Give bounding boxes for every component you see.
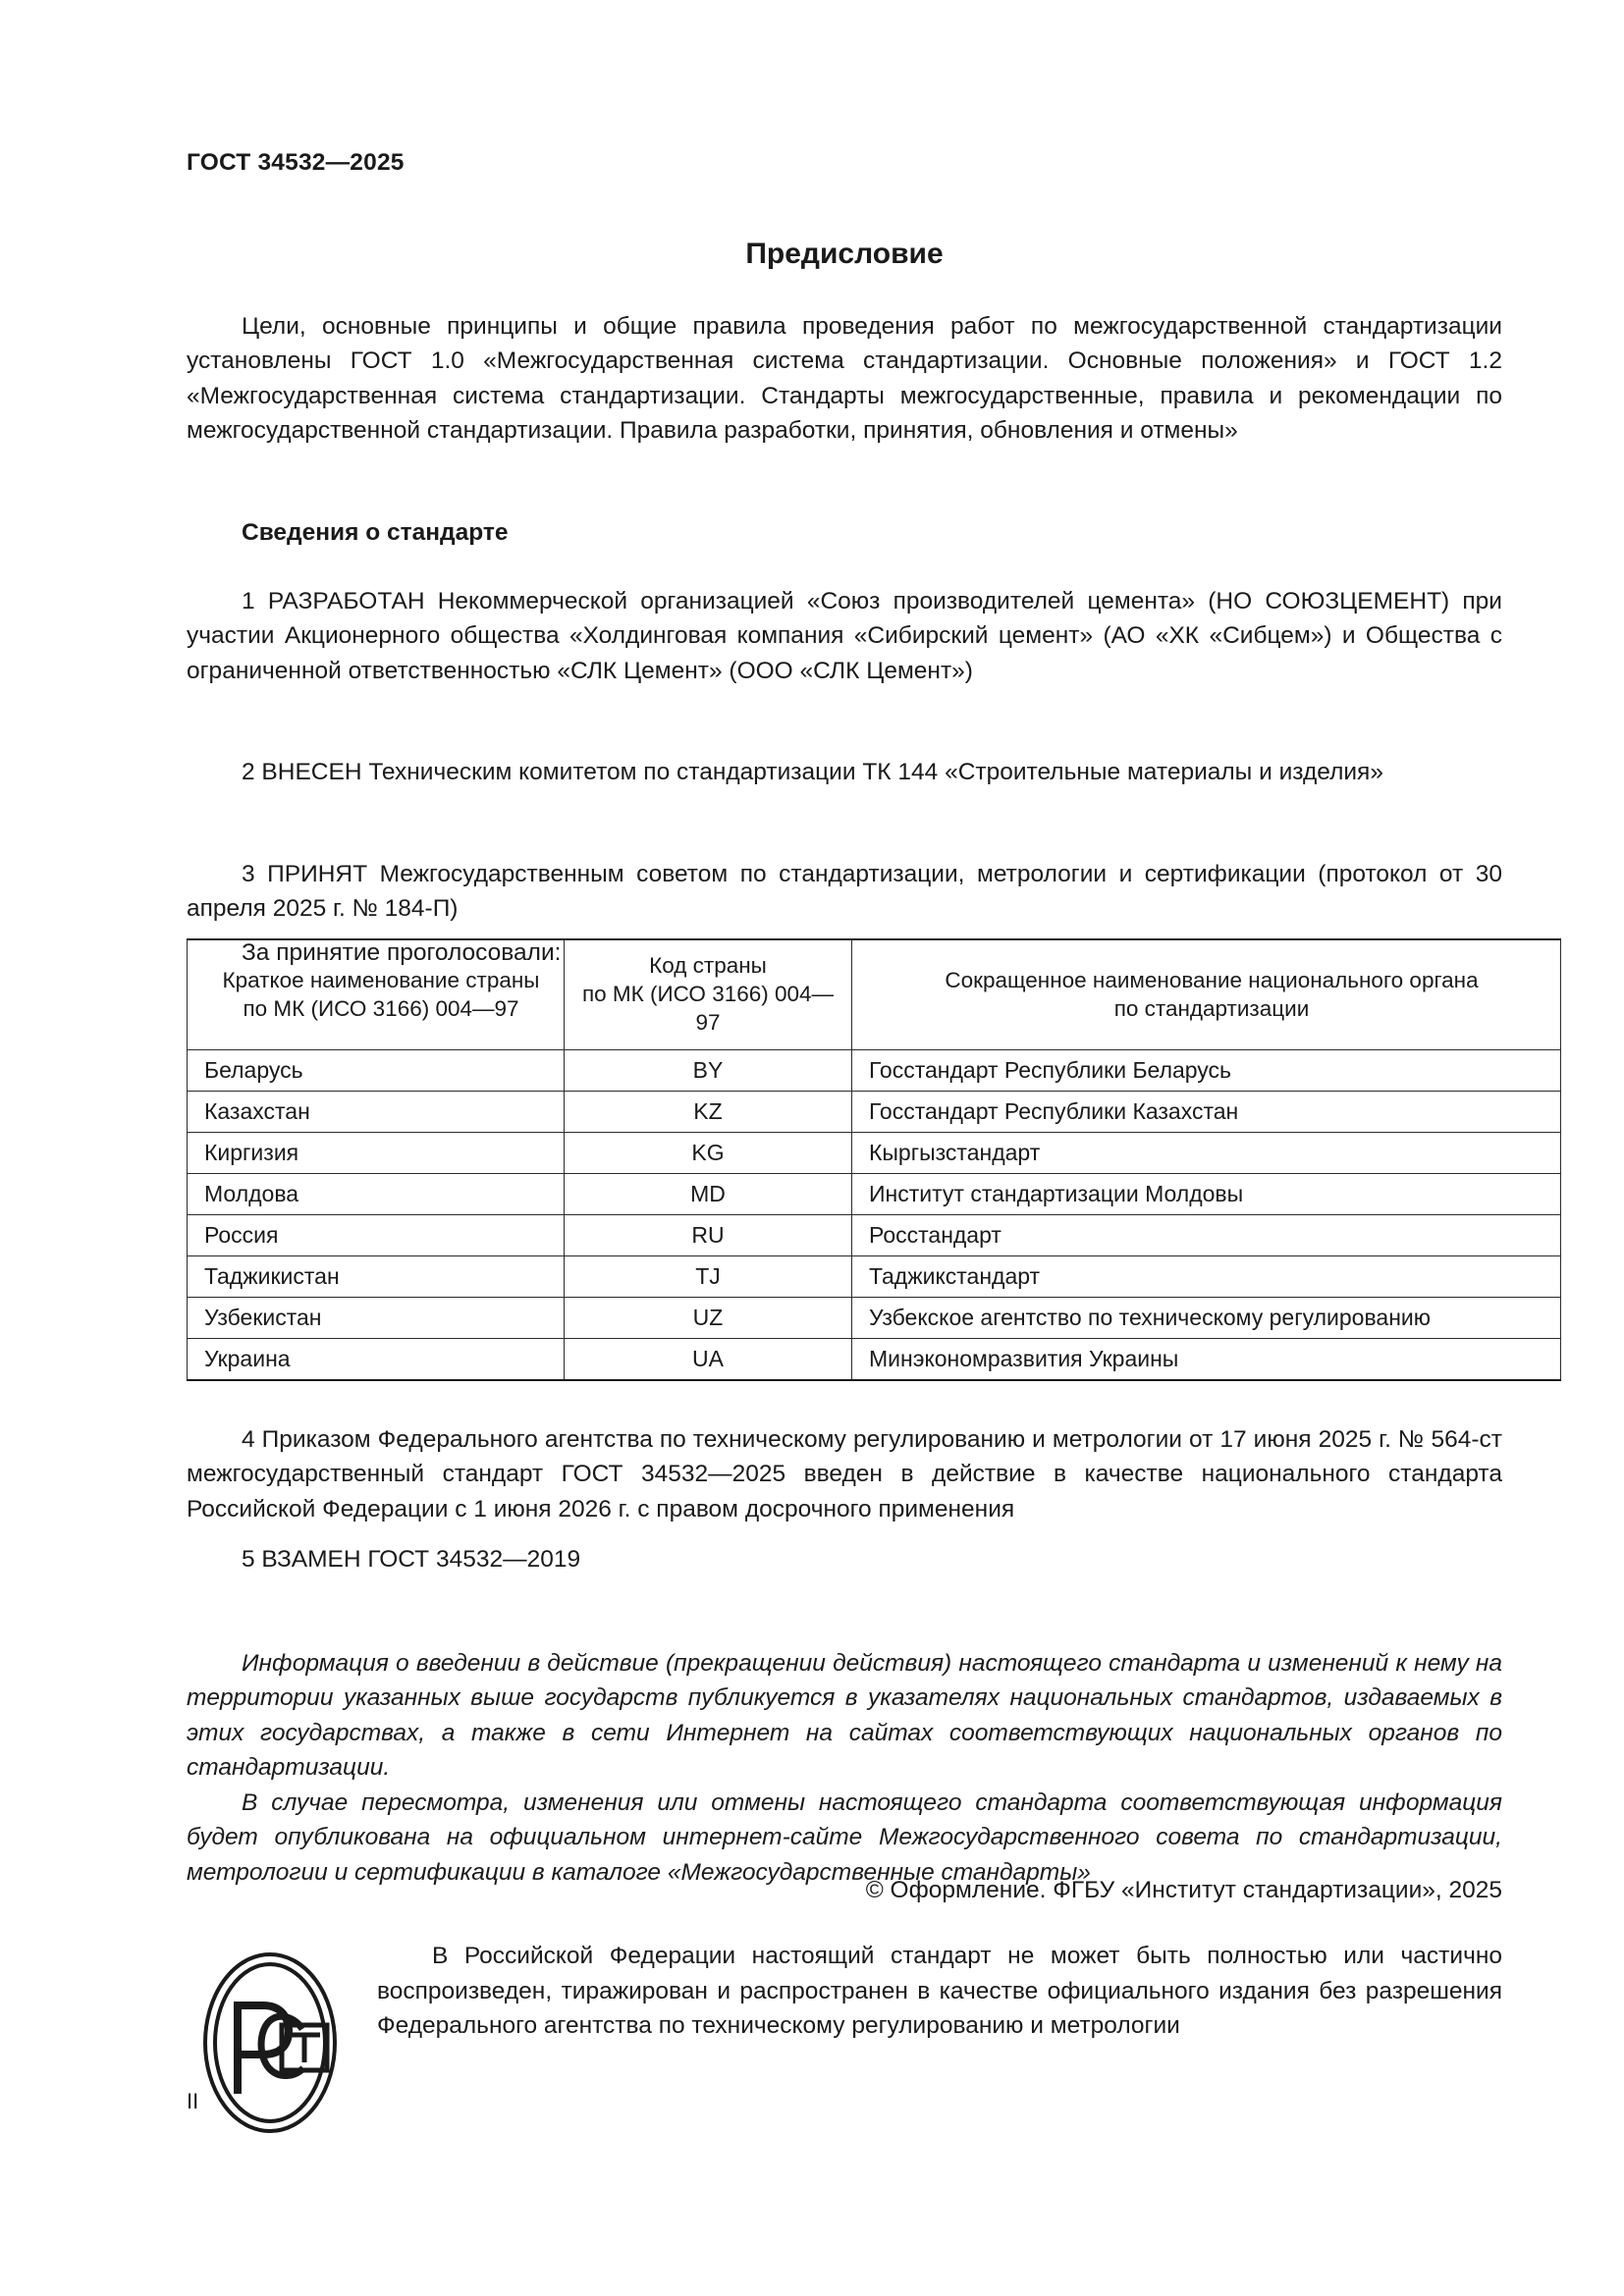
cell-authority: Росстандарт	[852, 1215, 1561, 1256]
cell-country: Россия	[188, 1215, 565, 1256]
table-header-row	[188, 939, 1561, 1050]
table-row	[188, 1215, 1561, 1256]
voting-countries-table	[187, 938, 1561, 1381]
cell-authority: Госстандарт Республики Беларусь	[852, 1050, 1561, 1092]
cell-code: UA	[565, 1339, 852, 1381]
footer-block	[187, 1939, 1502, 2146]
table-header-code	[565, 939, 852, 1050]
cell-authority: Таджикстандарт	[852, 1256, 1561, 1298]
cell-authority: Институт стандартизации Молдовы	[852, 1174, 1561, 1215]
header-line-2: по МК (ИСО 3166) 004—97	[243, 995, 519, 1021]
cell-authority: Госстандарт Республики Казахстан	[852, 1092, 1561, 1133]
cell-code: KZ	[565, 1092, 852, 1133]
table-row	[188, 1298, 1561, 1339]
reproduction-notice: В Российской Федерации настоящий стандарт не может быть полностью или частично воспроизведен, тиражирован и распространен в качестве официального издания без разрешения Федерального агентства по техническому регулированию и метрологии	[377, 1943, 1502, 2039]
cell-country: Казахстан	[188, 1092, 565, 1133]
cell-code: RU	[565, 1215, 852, 1256]
cell-country: Таджикистан	[188, 1256, 565, 1298]
intro-paragraph: Цели, основные принципы и общие правила проведения работ по межгосударственной стандартизации установлены ГОСТ 1.0 «Межгосударственная система стандартизации. Основные положения» и ГОСТ 1.2 «Межгосударственная система стандартизации. Стандарты межгосударственные, правила и рекомендации по межгосударственной стандартизации. Правила разработки, принятия, обновления и отмены»	[187, 312, 1502, 444]
cell-country: Молдова	[188, 1174, 565, 1215]
table-row	[188, 1133, 1561, 1174]
notice-revision: В случае пересмотра, изменения или отмены настоящего стандарта соответствующая информация будет опубликована на официальном интернет-сайте Межгосударственного совета по стандартизации, метрологии и сертификации в каталоге «Межгосударственные стандарты»	[187, 1789, 1502, 1886]
cell-code: TJ	[565, 1256, 852, 1298]
cell-country: Украина	[188, 1339, 565, 1381]
header-line-2: по стандартизации	[1113, 995, 1310, 1021]
standard-info-item-1: 1 РАЗРАБОТАН Некоммерческой организацией «Союз производителей цемента» (НО СОЮЗЦЕМЕНТ) при участии Акционерного общества «Холдинговая компания «Сибирский цемент» (АО «ХК «Сибцем») и Общества с ограниченной ответственностью «СЛК Цемент» (ООО «СЛК Цемент»)	[187, 587, 1502, 684]
standard-info-item-5: 5 ВЗАМЕН ГОСТ 34532—2019	[242, 1545, 581, 1573]
cell-code: MD	[565, 1174, 852, 1215]
standard-info-item-3: 3 ПРИНЯТ Межгосударственным советом по стандартизации, метрологии и сертификации (протокол от 30 апреля 2025 г. № 184-П)	[187, 860, 1502, 922]
table-row	[188, 1050, 1561, 1092]
page-number: II	[187, 2089, 199, 2113]
cell-code: UZ	[565, 1298, 852, 1339]
header-line-1: Краткое наименование страны	[222, 967, 540, 992]
table-row	[188, 1256, 1561, 1298]
cell-country: Узбекистан	[188, 1298, 565, 1339]
rst-certification-emblem-icon	[187, 1939, 361, 2146]
table-body	[188, 1050, 1561, 1381]
table-header-country	[188, 939, 565, 1050]
standard-info-item-2: 2 ВНЕСЕН Техническим комитетом по стандартизации ТК 144 «Строительные материалы и изделия»	[242, 758, 1383, 785]
cell-authority: Узбекское агентство по техническому регулированию	[852, 1298, 1561, 1339]
running-header: ГОСТ 34532—2025	[187, 149, 405, 176]
page-title: Предисловие	[745, 238, 944, 271]
copyright-notice: © Оформление. ФГБУ «Институт стандартизации», 2025	[865, 1877, 1502, 1903]
standard-info-item-4: 4 Приказом Федерального агентства по техническому регулированию и метрологии от 17 июня 2025 г. № 564-ст межгосударственный стандарт ГОСТ 34532—2025 введен в действие в качестве национального стандарта Российской Федерации с 1 июня 2026 г. с правом досрочного применения	[187, 1425, 1502, 1522]
cell-country: Беларусь	[188, 1050, 565, 1092]
cell-code: BY	[565, 1050, 852, 1092]
header-line-1: Сокращенное наименование национального органа	[945, 967, 1479, 992]
cell-authority: Минэкономразвития Украины	[852, 1339, 1561, 1381]
cell-country: Киргизия	[188, 1133, 565, 1174]
table-row	[188, 1174, 1561, 1215]
header-line-1: Код страны	[649, 953, 767, 978]
notice-publication: Информация о введении в действие (прекращении действия) настоящего стандарта и изменений к нему на территории указанных выше государств публикуется в указателях национальных стандартов, издаваемых в этих государствах, а также в сети Интернет на сайтах соответствующих национальных органов по стандартизации.	[187, 1649, 1502, 1781]
vote-intro: За принятие проголосовали:	[242, 938, 562, 966]
cell-code: KG	[565, 1133, 852, 1174]
cell-authority: Кыргызстандарт	[852, 1133, 1561, 1174]
standard-info-heading: Сведения о стандарте	[242, 518, 509, 546]
table-row	[188, 1092, 1561, 1133]
table-header-authority	[852, 939, 1561, 1050]
header-line-2: по МК (ИСО 3166) 004—97	[581, 982, 835, 1035]
table-row	[188, 1339, 1561, 1381]
